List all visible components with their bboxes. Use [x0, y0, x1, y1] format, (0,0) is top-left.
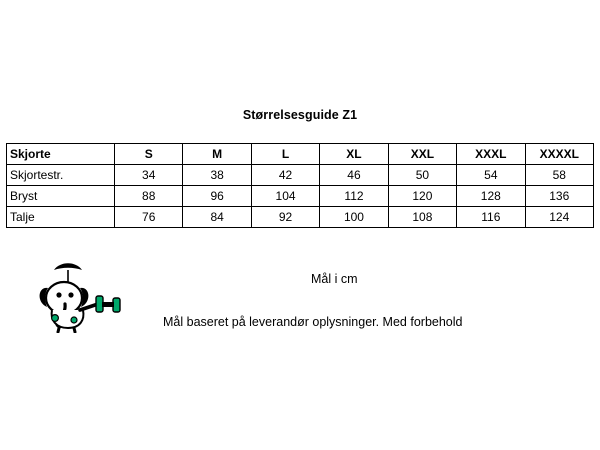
elephant-logo — [28, 258, 140, 333]
cell-bryst-xxl: 120 — [388, 186, 456, 207]
cell-skjortestr-xl: 46 — [320, 165, 388, 186]
table-row — [7, 207, 594, 228]
cell-bryst-xl: 112 — [320, 186, 388, 207]
table-header-row — [7, 144, 594, 165]
table-header-cell-m: M — [183, 144, 251, 165]
table-header-cell-s: S — [115, 144, 183, 165]
cell-talje-s: 76 — [115, 207, 183, 228]
table-header-cell-xxl: XXL — [388, 144, 456, 165]
cell-bryst-m: 96 — [183, 186, 251, 207]
row-label-talje: Talje — [7, 207, 115, 228]
row-label-bryst: Bryst — [7, 186, 115, 207]
note-source: Mål baseret på leverandør oplysninger. Med forbehold — [163, 315, 463, 329]
table-header-cell-xxxxl: XXXXL — [525, 144, 593, 165]
cell-talje-xl: 100 — [320, 207, 388, 228]
table-row — [7, 165, 594, 186]
cell-bryst-xxxxl: 136 — [525, 186, 593, 207]
table-header-cell-label: Skjorte — [7, 144, 115, 165]
size-table — [6, 143, 594, 228]
table-header-cell-xl: XL — [320, 144, 388, 165]
cell-bryst-xxxl: 128 — [457, 186, 525, 207]
cell-talje-xxxxl: 124 — [525, 207, 593, 228]
cell-talje-m: 84 — [183, 207, 251, 228]
cell-skjortestr-xxl: 50 — [388, 165, 456, 186]
note-unit: Mål i cm — [311, 272, 358, 286]
cell-skjortestr-s: 34 — [115, 165, 183, 186]
cell-talje-xxxl: 116 — [457, 207, 525, 228]
cell-bryst-l: 104 — [251, 186, 319, 207]
cell-skjortestr-xxxxl: 58 — [525, 165, 593, 186]
table-header-cell-l: L — [251, 144, 319, 165]
table-body — [7, 165, 594, 228]
cell-talje-xxl: 108 — [388, 207, 456, 228]
cell-bryst-s: 88 — [115, 186, 183, 207]
table-header — [7, 144, 594, 165]
elephant-logo-graphic — [28, 258, 140, 333]
page-title: Størrelsesguide Z1 — [242, 108, 358, 122]
table-row — [7, 186, 594, 207]
cell-skjortestr-l: 42 — [251, 165, 319, 186]
row-label-skjortestr: Skjortestr. — [7, 165, 115, 186]
cell-talje-l: 92 — [251, 207, 319, 228]
cell-skjortestr-xxxl: 54 — [457, 165, 525, 186]
cell-skjortestr-m: 38 — [183, 165, 251, 186]
table-header-cell-xxxl: XXXL — [457, 144, 525, 165]
